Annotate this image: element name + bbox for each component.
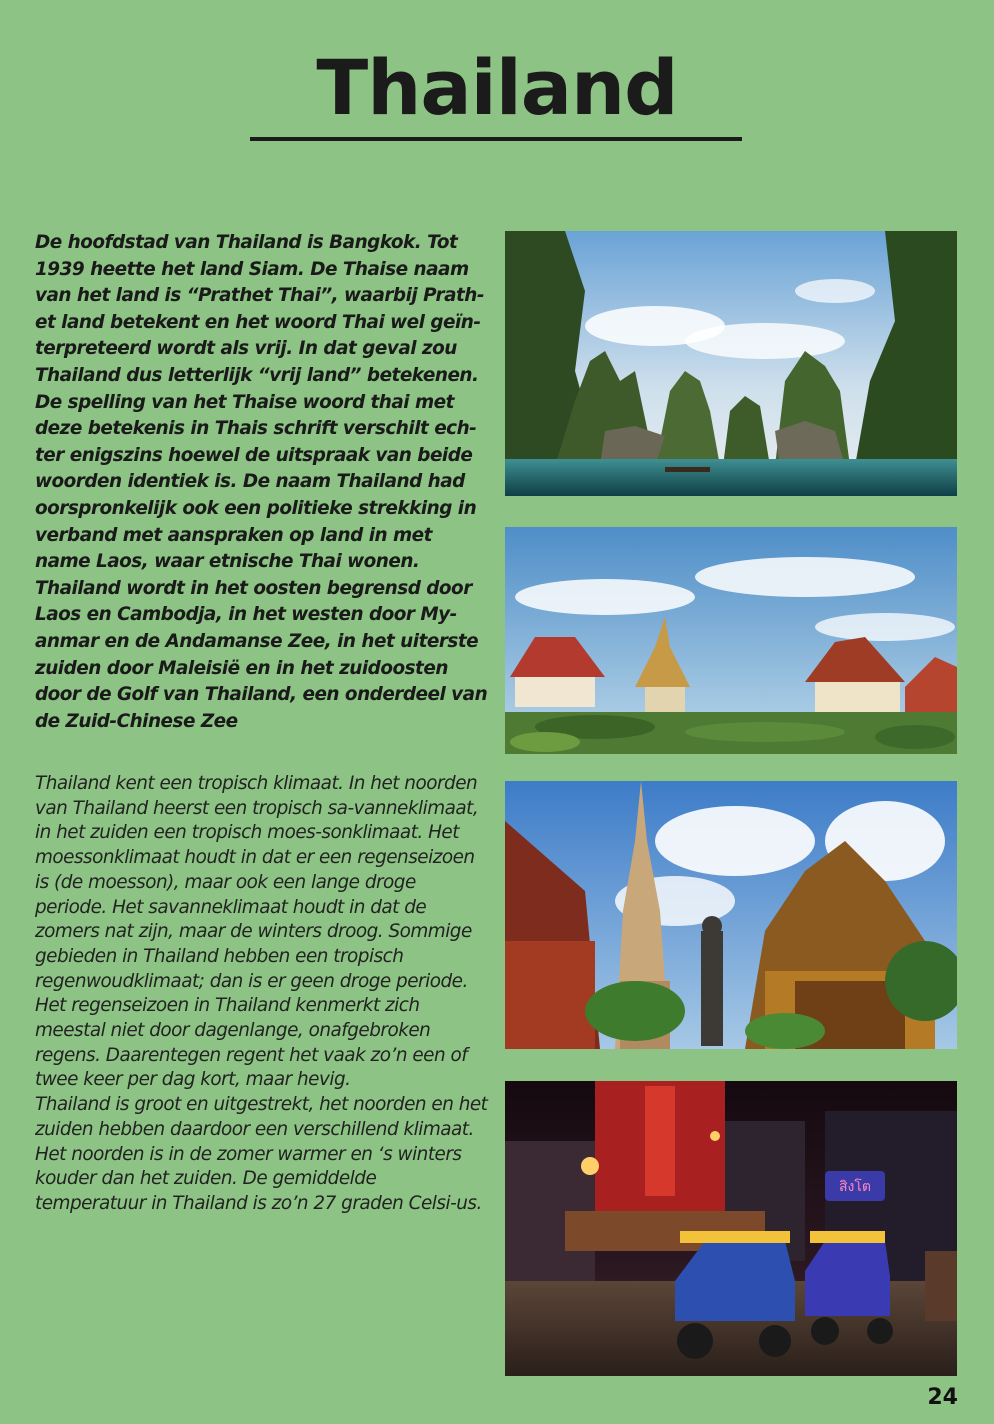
climate-paragraph-3: Thailand is groot en uitgestrekt, het noorden en het zuiden hebben daardoor een verschillend klimaat. Het noorden is in de zomer warmer en ‘s winters kouder dan het zuiden. De gemiddelde temperatuur in Thailand is zo’n 27 graden Celsi-us. <box>35 1094 488 1214</box>
grand-palace-temple-photo <box>505 527 957 754</box>
neon-sign-text: สิงโต <box>839 1179 871 1195</box>
climate-paragraph-1: Thailand kent een tropisch klimaat. In het noorden van Thailand heerst een tropisch sa-vanneklimaat, in het zuiden een tropisch moes-sonklimaat. Het moessonklimaat houdt in dat er een regenseizoen is (de moesson), maar ook een lange droge periode. Het savanneklimaat houdt in dat de zomers nat zijn, maar de winters droog. Sommige gebieden in Thailand hebben een tropisch regenwoudklimaat; dan is er geen droge periode. <box>35 773 479 992</box>
page-title: Thailand <box>316 43 678 132</box>
climate-paragraph-2: Het regenseizoen in Thailand kenmerkt zich meestal niet door dagenlange, onafgebroken regens. Daarentegen regent het vaak zo’n een of twee keer per dag kort, maar hevig. <box>35 995 468 1091</box>
page-number: 24 <box>927 1385 958 1410</box>
intro-paragraph: De hoofdstad van Thailand is Bangkok. Tot 1939 heette het land Siam. De Thaise naam van het land is “Prathet Thai”, waarbij Prath-et land betekent en het woord Thai wel geïn-terpreteerd wordt als vrij. In dat geval zou Thailand dus letterlijk “vrij land” betekenen. De spelling van het Thaise woord thai met deze betekenis in Thais schrift verschilt ech-ter enigszins hoewel de uitspraak van beide woorden identiek is. De naam Thailand had oorspronkelijk ook een politieke strekking in verband met aanspraken op land in met name Laos, waar etnische Thai wonen. Thailand wordt in het oosten begrensd door Laos en Cambodja, in het westen door My-anmar en de Andamanse Zee, in het uiterste zuiden door Maleisië en in het zuidoosten door de Golf van Thailand, een onderdeel van de Zuid-Chinese Zee <box>35 232 488 732</box>
chinatown-night-street-photo <box>505 1081 957 1376</box>
intro-text <box>35 230 490 735</box>
title-underline <box>250 137 742 141</box>
limestone-islands-photo <box>505 231 957 496</box>
climate-text <box>35 772 490 1217</box>
temple-with-buddha-statue-photo <box>505 781 957 1049</box>
